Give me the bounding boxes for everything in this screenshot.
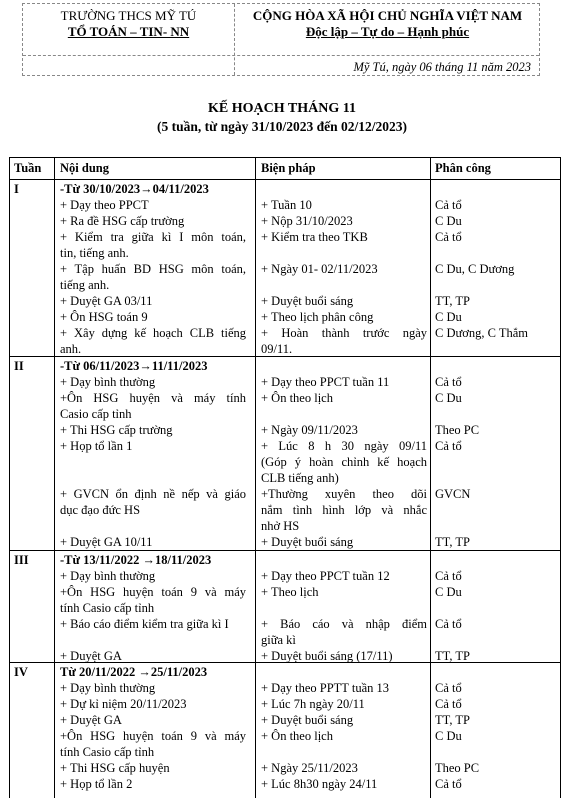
measure-text: + Duyệt buổi sáng [261,535,354,549]
plan-table [9,157,561,798]
content-text: + Kiểm tra giữa kì I môn toán, [60,230,246,244]
measure-text: + Ôn theo lịch [261,729,333,743]
school-name: TRƯỜNG THCS MỸ TÚ [60,8,197,23]
measure-text: + Duyệt buổi sáng [261,294,354,308]
measure-text: + Dạy theo PPTT tuần 13 [261,681,389,695]
document-date: Mỹ Tú, ngày 06 tháng 11 năm 2023 [353,60,531,74]
assignment-text: Cả tổ [435,697,462,711]
content-text: Casio cấp tỉnh [60,407,132,421]
assignment-text: Cả tổ [435,569,462,583]
measure-text: + Duyệt buổi sáng (17/11) [261,649,393,663]
content-text: +Ôn HSG huyện và máy tính [60,391,246,405]
row-divider [10,179,560,180]
measure-text: + Hoàn thành trước ngày [261,326,427,340]
content-text: dục đạo đức HS [60,503,141,517]
measure-text: + Dạy theo PPCT tuần 12 [261,569,390,583]
header-divider [23,55,539,56]
assignment-text: C Du [435,729,462,743]
column-header: Tuần [14,161,42,175]
measure-text: (Góp ý hoàn chỉnh kế hoạch [261,455,427,469]
content-text: tiếng anh. [60,278,110,292]
row-divider [10,550,560,551]
content-text: anh. [60,342,82,356]
assignment-text: GVCN [435,487,471,501]
assignment-text: TT, TP [435,649,470,663]
assignment-text: Theo PC [435,423,480,437]
content-text: + Tập huấn BD HSG môn toán, [60,262,246,276]
measure-text: + Duyệt buổi sáng [261,713,354,727]
content-text: + Dự kỉ niệm 20/11/2023 [60,697,187,711]
assignment-text: Cả tổ [435,375,462,389]
measure-text: + Lúc 7h ngày 20/11 [261,697,365,711]
measure-text: + Báo cáo và nhập điểm [261,617,427,631]
content-text: + Xây dựng kế hoạch CLB tiếng [60,326,246,340]
content-text: + Báo cáo điểm kiểm tra giữa kì I [60,617,229,631]
content-text: +Ôn HSG huyện toán 9 và máy [60,585,246,599]
content-text: + GVCN ổn định nề nếp và giáo [60,487,246,501]
content-text: tin, tiếng anh. [60,246,129,260]
assignment-text: C Du [435,391,462,405]
content-text: + Thi HSG cấp trường [60,423,173,437]
assignment-text: Cả tổ [435,777,462,791]
assignment-text: C Dương, C Thắm [435,326,529,340]
week-range: -Từ 13/11/2022 →18/11/2023 [60,553,212,567]
assignment-text: TT, TP [435,535,470,549]
content-text: + Duyệt GA 10/11 [60,535,153,549]
week-range: -Từ 06/11/2023→11/11/2023 [60,359,208,373]
measure-text: + Ngày 01- 02/11/2023 [261,262,378,276]
measure-text: giữa kì [261,633,296,647]
measure-text: + Ngày 25/11/2023 [261,761,358,775]
column-header: Phân công [435,161,491,175]
content-text: + Ra đề HSG cấp trường [60,214,185,228]
assignment-text: TT, TP [435,713,470,727]
measure-text: CLB tiếng anh) [261,471,339,485]
column-header: Biện pháp [261,161,316,175]
assignment-text: Cả tổ [435,681,462,695]
measure-text: + Tuần 10 [261,198,312,212]
measure-text: 09/11. [261,342,293,356]
nation-name: CỘNG HÒA XÃ HỘI CHỦ NGHĨA VIỆT NAM [252,8,523,23]
nation-motto: Độc lập – Tự do – Hạnh phúc [305,24,470,39]
assignment-text: C Du [435,310,462,324]
measure-text: nắm tình hình lớp và nhắc [261,503,427,517]
document-subtitle: (5 tuần, từ ngày 31/10/2023 đến 02/12/2023) [157,119,407,134]
week-label: III [14,553,29,567]
content-text: + Họp tổ lần 1 [60,439,133,453]
column-divider [54,158,55,798]
assignment-text: Cả tổ [435,617,462,631]
document-header [22,3,540,76]
measure-text: + Theo lịch [261,585,319,599]
content-text: + Ôn HSG toán 9 [60,310,148,324]
department-name: TỔ TOÁN – TIN- NN [67,24,190,39]
assignment-text: C Du [435,585,462,599]
measure-text: + Theo lịch phân công [261,310,374,324]
measure-text: + Lúc 8 h 30 ngày 09/11 [261,439,427,453]
assignment-text: Cả tổ [435,230,462,244]
measure-text: +Thường xuyên theo dõi [261,487,427,501]
column-divider [430,158,431,798]
content-text: tính Casio cấp tỉnh [60,601,155,615]
measure-text: + Dạy theo PPCT tuần 11 [261,375,390,389]
measure-text: + Ngày 09/11/2023 [261,423,358,437]
content-text: + Dạy bình thường [60,569,156,583]
assignment-text: Theo PC [435,761,480,775]
assignment-text: Cả tổ [435,439,462,453]
document-title: KẾ HOẠCH THÁNG 11 [208,101,356,116]
assignment-text: Cả tổ [435,198,462,212]
content-text: + Họp tổ lần 2 [60,777,133,791]
content-text: + Duyệt GA 03/11 [60,294,153,308]
week-label: II [14,359,24,373]
assignment-text: C Du [435,214,462,228]
measure-text: + Kiểm tra theo TKB [261,230,368,244]
assignment-text: C Du, C Dương [435,262,515,276]
content-text: + Dạy bình thường [60,681,156,695]
week-range: Từ 20/11/2022 →25/11/2023 [60,665,208,679]
content-text: + Duyệt GA [60,713,122,727]
content-text: + Dạy theo PPCT [60,198,149,212]
week-label: I [14,182,19,196]
content-text: tính Casio cấp tỉnh [60,745,155,759]
content-text: +Ôn HSG huyện toán 9 và máy [60,729,246,743]
content-text: + Dạy bình thường [60,375,156,389]
measure-text: + Ôn theo lịch [261,391,333,405]
column-divider [255,158,256,798]
content-text: + Duyệt GA [60,649,122,663]
week-label: IV [14,665,28,679]
column-header: Nội dung [60,161,109,175]
content-text: + Thi HSG cấp huyện [60,761,170,775]
measure-text: nhở HS [261,519,300,533]
week-range: -Từ 30/10/2023→04/11/2023 [60,182,209,196]
assignment-text: TT, TP [435,294,470,308]
measure-text: + Lúc 8h30 ngày 24/11 [261,777,378,791]
measure-text: + Nộp 31/10/2023 [261,214,353,228]
